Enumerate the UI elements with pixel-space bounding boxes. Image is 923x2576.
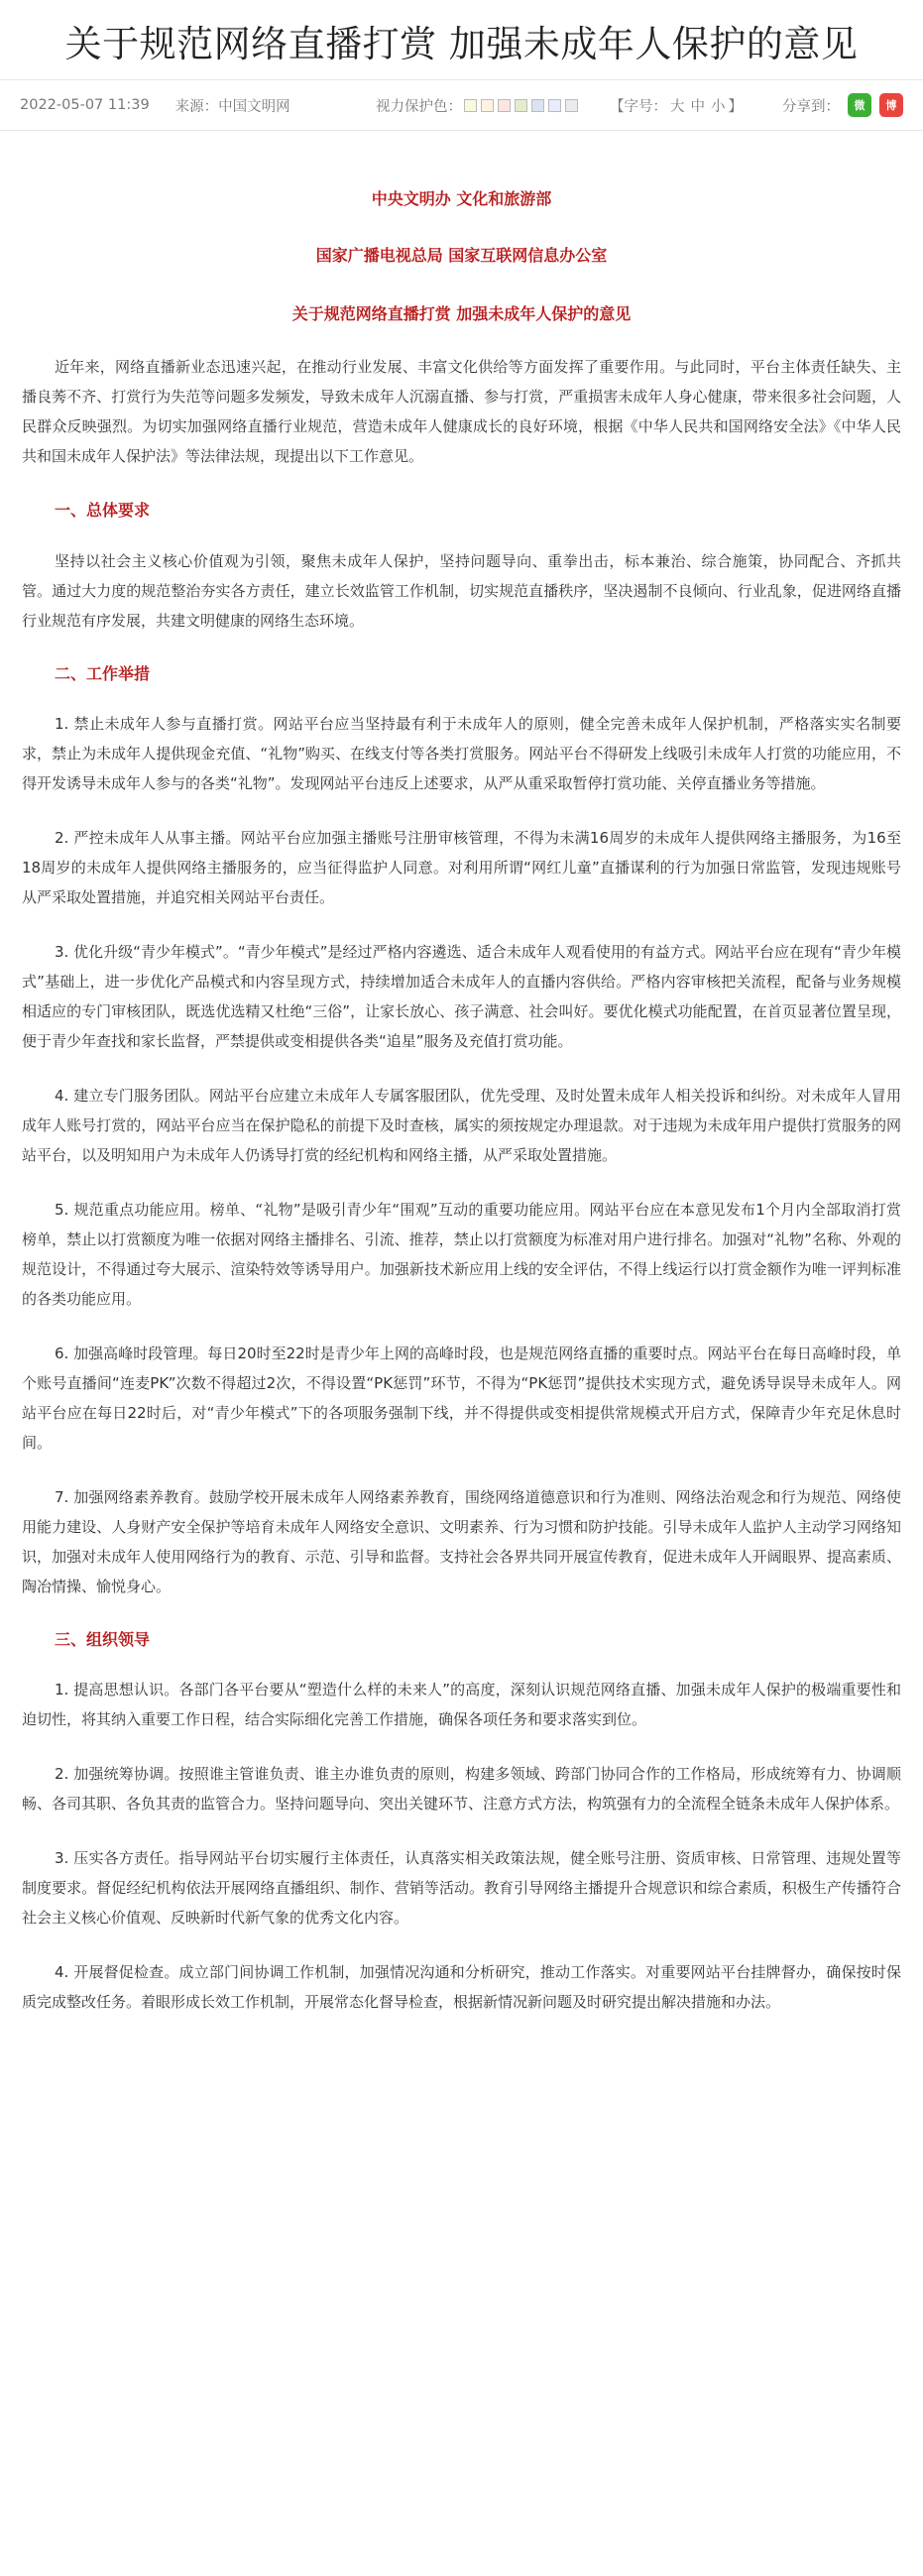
section-heading-leadership: 三、组织领导: [55, 1630, 151, 1649]
color-swatch-2[interactable]: [481, 99, 494, 112]
share-bar: [782, 93, 903, 117]
share-label: 分享到：: [782, 98, 840, 115]
color-swatch-7[interactable]: [565, 99, 578, 112]
font-size-small-button[interactable]: 小: [711, 98, 726, 115]
paragraph: 1. 禁止未成年人参与直播打赏。网站平台应当坚持最有利于未成年人的原则，健全完善未成年人保护机制，严格落实实名制要求，禁止为未成年人提供现金充值、“礼物”购买、在线支付等各类打赏服务。网站平台不得研发上线吸引未成年人打赏的功能应用，不得开发诱导未成年人参与的各类“礼物”。发现网站平台违反上述要求，从严从重采取暂停打赏功能、关停直播业务等措施。: [22, 715, 901, 792]
color-swatch-4[interactable]: [515, 99, 527, 112]
section-heading-general: 一、总体要求: [55, 501, 151, 520]
font-size-control: [610, 95, 743, 116]
intro-paragraph: 近年来，网络直播新业态迅速兴起，在推动行业发展、丰富文化供给等方面发挥了重要作用。与此同时，平台主体责任缺失、主播良莠不齐、打赏行为失范等问题多发频发，导致未成年人沉溺直播、参与打赏，严重损害未成年人身心健康，带来很多社会问题，人民群众反映强烈。为切实加强网络直播行业规范，营造未成年人健康成长的良好环境，根据《中华人民共和国网络安全法》《中华人民共和国未成年人保护法》等法律法规，现提出以下工作意见。: [22, 358, 901, 465]
color-swatch-1[interactable]: [464, 99, 477, 112]
font-size-label-prefix: 【字号：: [610, 98, 667, 115]
paragraph: 3. 优化升级“青少年模式”。“青少年模式”是经过严格内容遴选、适合未成年人观看使用的有益方式。网站平台应在现有“青少年模式”基础上，进一步优化产品模式和内容呈现方式，持续增加适合未成年人的直播内容供给。严格内容审核把关流程，配备与业务规模相适应的专门审核团队，既选优选精又杜绝“三俗”，让家长放心、孩子满意、社会叫好。要优化模式功能配置，在首页显著位置呈现，便于青少年查找和家长监督，严禁提供或变相提供各类“追星”服务及充值打赏功能。: [22, 943, 901, 1050]
article-title: 关于规范网络直播打赏 加强未成年人保护的意见: [64, 23, 859, 65]
publish-date: 2022-05-07 11:39: [20, 97, 150, 113]
color-swatch-5[interactable]: [531, 99, 544, 112]
source-label: 来源：中国文明网: [174, 98, 290, 115]
font-size-label-suffix: 】: [728, 98, 743, 115]
paragraph: 1. 提高思想认识。各部门各平台要从“塑造什么样的未来人”的高度，深刻认识规范网络直播、加强未成年人保护的极端重要性和迫切性，将其纳入重要工作日程，结合实际细化完善工作措施，确保各项任务和要求落实到位。: [22, 1681, 901, 1728]
paragraph: 坚持以社会主义核心价值观为引领，聚焦未成年人保护，坚持问题导向、重拳出击，标本兼治、综合施策，协同配合、齐抓共管。通过大力度的规范整治夯实各方责任，建立长效监管工作机制，切实规范直播秩序，坚决遏制不良倾向、行业乱象，促进网络直播行业规范有序发展，共建文明健康的网络生态环境。: [22, 552, 901, 630]
weibo-share-icon[interactable]: 博: [879, 93, 903, 117]
paragraph: 2. 加强统筹协调。按照谁主管谁负责、谁主办谁负责的原则，构建多领域、跨部门协同合作的工作格局，形成统筹有力、协调顺畅、各司其职、各负其责的监管合力。坚持问题导向、突出关键环节、注意方式方法，构筑强有力的全流程全链条未成年人保护体系。: [22, 1765, 901, 1813]
paragraph: 4. 建立专门服务团队。网站平台应建立未成年人专属客服团队，优先受理、及时处置未成年人相关投诉和纠纷。对未成年人冒用成年人账号打赏的，网站平台应当在保护隐私的前提下及时查核，属实的须按规定办理退款。对于违规为未成年用户提供打赏服务的网站平台，以及明知用户为未成年人仍诱导打赏的经纪机构和网络主播，从严采取处置措施。: [22, 1087, 901, 1164]
article-body: [0, 186, 923, 2017]
color-swatch-group: [462, 97, 580, 113]
font-size-medium-button[interactable]: 中: [690, 98, 705, 115]
paragraph: 2. 严控未成年人从事主播。网站平台应加强主播账号注册审核管理，不得为未满16周岁的未成年人提供网络主播服务，为16至18周岁的未成年人提供网络主播服务的，应当征得监护人同意。对利用所谓“网红儿童”直播谋利的行为加强日常监管，发现违规账号从严采取处置措施，并追究相关网站平台责任。: [22, 829, 901, 906]
wechat-share-icon[interactable]: 微: [848, 93, 871, 117]
paragraph: 4. 开展督促检查。成立部门间协调工作机制，加强情况沟通和分析研究，推动工作落实。对重要网站平台挂牌督办，确保按时保质完成整改任务。着眼形成长效工作机制，开展常态化督导检查，根据新情况新问题及时研究提出解决措施和办法。: [22, 1963, 901, 2011]
color-swatch-6[interactable]: [548, 99, 561, 112]
paragraph: 3. 压实各方责任。指导网站平台切实履行主体责任，认真落实相关政策法规，健全账号注册、资质审核、日常管理、违规处置等制度要求。督促经纪机构依法开展网络直播组织、制作、营销等活动。教育引导网络主播提升合规意识和综合素质，积极生产传播符合社会主义核心价值观、反映新时代新气象的优秀文化内容。: [22, 1849, 901, 1927]
paragraph: 7. 加强网络素养教育。鼓励学校开展未成年人网络素养教育，围绕网络道德意识和行为准则、网络法治观念和行为规范、网络使用能力建设、人身财产安全保护等培育未成年人网络安全意识、文明素养、行为习惯和防护技能。引导未成年人监护人主动学习网络知识，加强对未成年人使用网络行为的教育、示范、引导和监督。支持社会各界共同开展宣传教育，促进未成年人开阔眼界、提高素质、陶冶情操、愉悦身心。: [22, 1488, 901, 1595]
color-swatch-3[interactable]: [498, 99, 511, 112]
eye-protection-colors: [376, 95, 580, 116]
paragraph: 5. 规范重点功能应用。榜单、“礼物”是吸引青少年“围观”互动的重要功能应用。网站平台应在本意见发布1个月内全部取消打赏榜单，禁止以打赏额度为唯一依据对网络主播排名、引流、推荐，禁止以打赏额度为标准对用户进行排名。加强对“礼物”名称、外观的规范设计，不得通过夸大展示、渲染特效等诱导用户。加强新技术新应用上线的安全评估，不得上线运行以打赏金额作为唯一评判标准的各类功能应用。: [22, 1201, 901, 1308]
article-meta-bar: [0, 79, 923, 131]
document-title: 关于规范网络直播打赏 加强未成年人保护的意见: [291, 304, 632, 323]
issuing-orgs-line1: 中央文明办 文化和旅游部: [371, 189, 552, 208]
font-size-large-button[interactable]: 大: [670, 98, 685, 115]
section-heading-measures: 二、工作举措: [55, 664, 151, 683]
issuing-orgs-line2: 国家广播电视总局 国家互联网信息办公室: [315, 246, 608, 265]
eye-protection-label: 视力保护色：: [376, 98, 462, 115]
paragraph: 6. 加强高峰时段管理。每日20时至22时是青少年上网的高峰时段，也是规范网络直播的重要时点。网站平台在每日高峰时段，单个账号直播间“连麦PK”次数不得超过2次，不得设置“PK惩罚”环节，不得为“PK惩罚”提供技术实现方式，避免诱导误导未成年人。网站平台应在每日22时后，对“青少年模式”下的各项服务强制下线，并不得提供或变相提供常规模式开启方式，保障青少年充足休息时间。: [22, 1345, 901, 1452]
